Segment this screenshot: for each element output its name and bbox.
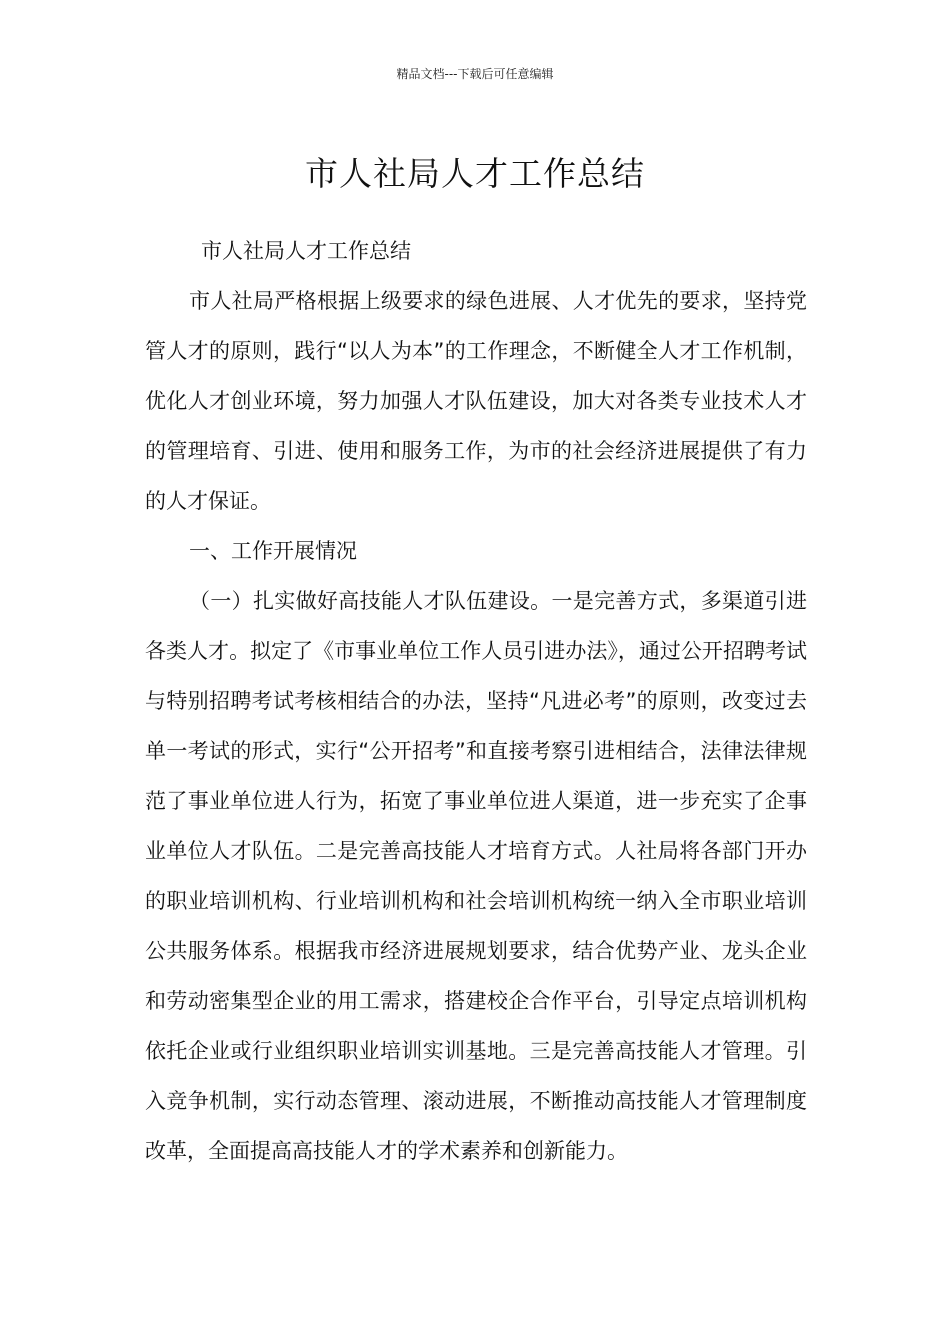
header-note: 精品文档---下载后可任意编辑 [396, 67, 554, 81]
item-one-paragraph: （一）扎实做好高技能人才队伍建设。一是完善方式，多渠道引进各类人才。拟定了《市事业单位工作人员引进办法》，通过公开招聘考试与特别招聘考试考核相结合的办法，坚持“凡进必考”的原则，改变过去单一考试的形式，实行“公开招考”和直接考察引进相结合，法律法律规范了事业单位进人行为，拓宽了事业单位进人渠道，进一步充实了企事业单位人才队伍。二是完善高技能人才培育方式。人社局将各部门开办的职业培训机构、行业培训机构和社会培训机构统一纳入全市职业培训公共服务体系。根据我市经济进展规划要求，结合优势产业、龙头企业和劳动密集型企业的用工需求，搭建校企合作平台，引导定点培训机构依托企业或行业组织职业培训实训基地。三是完善高技能人才管理。引入竞争机制，实行动态管理、滚动进展，不断推动高技能人才管理制度改革，全面提高高技能人才的学术素养和创新能力。 [145, 589, 807, 1163]
intro-paragraph: 市人社局严格根据上级要求的绿色进展、人才优先的要求，坚持党管人才的原则，践行“以人为本”的工作理念，不断健全人才工作机制，优化人才创业环境，努力加强人才队伍建设，加大对各类专业技术人才的管理培育、引进、使用和服务工作，为市的社会经济进展提供了有力的人才保证。 [145, 289, 807, 513]
document-subtitle: 市人社局人才工作总结 [201, 239, 411, 263]
document-body [145, 226, 807, 1176]
document-title: 市人社局人才工作总结 [305, 154, 645, 194]
section-heading: 一、工作开展情况 [189, 539, 357, 563]
